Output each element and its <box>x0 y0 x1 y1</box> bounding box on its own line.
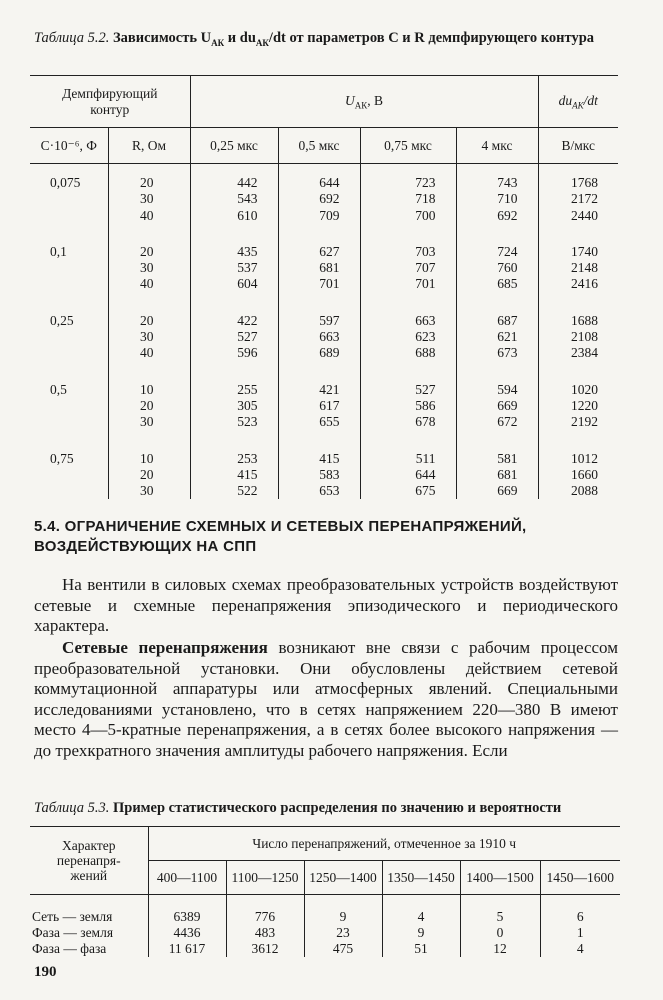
cell-v2: 644 692 709 <box>278 164 360 233</box>
header-t4: 4 мкс <box>456 128 538 164</box>
header-count-group: Число перенапряжений, отмеченное за 1910 ч <box>148 827 620 861</box>
cell-value: 12 <box>460 941 540 957</box>
cell-value: 4 <box>576 941 584 956</box>
header-rate: В/мкс <box>538 128 618 164</box>
cell-value: 0 <box>460 925 540 941</box>
cell-v2: 415 583 653 <box>278 440 360 500</box>
cell-value: 11 617 <box>148 941 226 957</box>
cell-v3: 527 586 678 <box>360 371 456 440</box>
cell-rate: 1020 1220 2192 <box>571 381 598 430</box>
cell-r: 20 30 40 <box>108 302 190 371</box>
cell-v4: 687 621 673 <box>456 302 538 371</box>
table-row <box>30 925 620 941</box>
table-row <box>30 440 618 500</box>
cell-v4: 743 710 692 <box>456 164 538 233</box>
cell-v4: 594 669 672 <box>456 371 538 440</box>
cell-rate: 1012 1660 2088 <box>571 450 598 499</box>
caption-text-c: /dt от параметров C и R демпфирующего контура <box>268 30 595 46</box>
cell-v3: 703 707 701 <box>360 233 456 302</box>
header-du-rest: /dt <box>583 92 598 108</box>
cell-value: 483 <box>226 925 304 941</box>
caption-sub-a: АК <box>211 37 225 48</box>
section-title-line2: ВОЗДЕЙСТВУЮЩИХ НА СПП <box>34 538 257 555</box>
cell-rate: 1688 2108 2384 <box>571 312 598 361</box>
header-uak-unit: , В <box>367 92 384 108</box>
header-du-dt <box>538 76 618 128</box>
cell-v1: 253 415 522 <box>190 440 278 500</box>
cell-value: 9 <box>304 895 382 926</box>
section-heading <box>34 517 634 557</box>
cell-v4: 581 681 669 <box>456 440 538 500</box>
cell-v1: 435 537 604 <box>190 233 278 302</box>
cell-c: 0,075 <box>30 164 108 233</box>
header-range: 1100—1250 <box>226 861 304 895</box>
cell-value: 776 <box>226 895 304 926</box>
cell-c: 0,5 <box>30 371 108 440</box>
header-range: 1250—1400 <box>304 861 382 895</box>
cell-v1: 442 543 610 <box>190 164 278 233</box>
table-row <box>30 164 618 233</box>
cell-v2: 421 617 655 <box>278 371 360 440</box>
header-c: C·10⁻⁶, Ф <box>30 128 108 164</box>
header-range: 1450—1600 <box>540 861 620 895</box>
table-5-3-label: Таблица 5.3. <box>34 800 110 816</box>
cell-v3: 723 718 700 <box>360 164 456 233</box>
header-t1: 0,25 мкс <box>190 128 278 164</box>
cell-c: 0,75 <box>30 440 108 500</box>
cell-value: 4436 <box>148 925 226 941</box>
page-number: 190 <box>34 964 57 980</box>
table-5-2-label: Таблица 5.2. <box>34 30 110 46</box>
header-range: 1350—1450 <box>382 861 460 895</box>
table-row <box>30 302 618 371</box>
cell-value: 51 <box>382 941 460 957</box>
cell-v3: 511 644 675 <box>360 440 456 500</box>
cell-r: 20 30 40 <box>108 233 190 302</box>
cell-c: 0,25 <box>30 302 108 371</box>
section-title-line1: 5.4. ОГРАНИЧЕНИЕ СХЕМНЫХ И СЕТЕВЫХ ПЕРЕНАПРЯЖЕНИЙ, <box>34 518 527 535</box>
cell-value: 475 <box>304 941 382 957</box>
caption-text-a: Зависимость U <box>112 30 212 46</box>
table-5-3 <box>30 826 620 957</box>
table-5-2 <box>30 75 618 499</box>
table-5-3-caption-text: Пример статистического распределения по значению и вероятности <box>112 800 562 816</box>
paragraph-1 <box>34 575 618 637</box>
header-r: R, Ом <box>108 128 190 164</box>
cell-value: 23 <box>304 925 382 941</box>
cell-label: Сеть — земля <box>30 895 148 926</box>
paragraph-1-text: На вентили в силовых схемах преобразовательных устройств воздействуют сетевые и схемные перенапряжения эпизодического и периодического характера. <box>34 575 618 635</box>
header-t2: 0,5 мкс <box>278 128 360 164</box>
cell-v1: 255 305 523 <box>190 371 278 440</box>
cell-label: Фаза — фаза <box>30 941 148 957</box>
cell-label: Фаза — земля <box>30 925 148 941</box>
header-du-sub: АК <box>572 100 584 111</box>
cell-rate: 1740 2148 2416 <box>571 243 598 292</box>
paragraph-2-text: возникают вне связи с рабочим процессом преобразовательной установки. Они обусловлены действием сетевой коммутационной аппаратуры или атмосферных явлений. Специальными исследованиями установлено, что в сетях напряжением 220—380 В имеют место 4—5-кратные перенапряжения, а в сетях более высокого напряжения — до трехкратного значения амплитуды рабочего напряжения. Если <box>34 638 618 760</box>
header-t3: 0,75 мкс <box>360 128 456 164</box>
cell-r: 10 20 30 <box>108 371 190 440</box>
table-5-3-caption <box>34 800 634 817</box>
cell-v3: 663 623 688 <box>360 302 456 371</box>
header-uak-symbol: U <box>344 92 355 108</box>
cell-value: 9 <box>382 925 460 941</box>
cell-value: 3612 <box>226 941 304 957</box>
table-row <box>30 941 620 957</box>
cell-r: 10 20 30 <box>108 440 190 500</box>
cell-value: 1 <box>576 925 584 940</box>
header-damping-circuit: Демпфирующий контур <box>30 76 190 128</box>
header-uak <box>190 76 538 128</box>
cell-value: 4 <box>382 895 460 926</box>
header-du-symbol: du <box>558 92 573 108</box>
cell-value: 6 <box>576 909 584 924</box>
cell-c: 0,1 <box>30 233 108 302</box>
table-row <box>30 895 620 926</box>
paragraph-2 <box>34 638 618 761</box>
cell-v4: 724 760 685 <box>456 233 538 302</box>
cell-r: 20 30 40 <box>108 164 190 233</box>
cell-rate: 1768 2172 2440 <box>571 175 598 223</box>
cell-v2: 627 681 701 <box>278 233 360 302</box>
caption-text-b: и du <box>224 30 256 46</box>
cell-v1: 422 527 596 <box>190 302 278 371</box>
header-character: Характер перенапря- жений <box>30 827 148 895</box>
cell-value: 6389 <box>148 895 226 926</box>
header-range: 1400—1500 <box>460 861 540 895</box>
header-range: 400—1100 <box>148 861 226 895</box>
paragraph-2-bold: Сетевые перенапряжения <box>62 638 268 657</box>
cell-value: 5 <box>460 895 540 926</box>
table-row <box>30 371 618 440</box>
table-row <box>30 233 618 302</box>
table-5-2-caption <box>34 30 634 52</box>
caption-sub-b: АК <box>255 37 269 48</box>
header-uak-sub: АК <box>354 100 368 111</box>
cell-v2: 597 663 689 <box>278 302 360 371</box>
